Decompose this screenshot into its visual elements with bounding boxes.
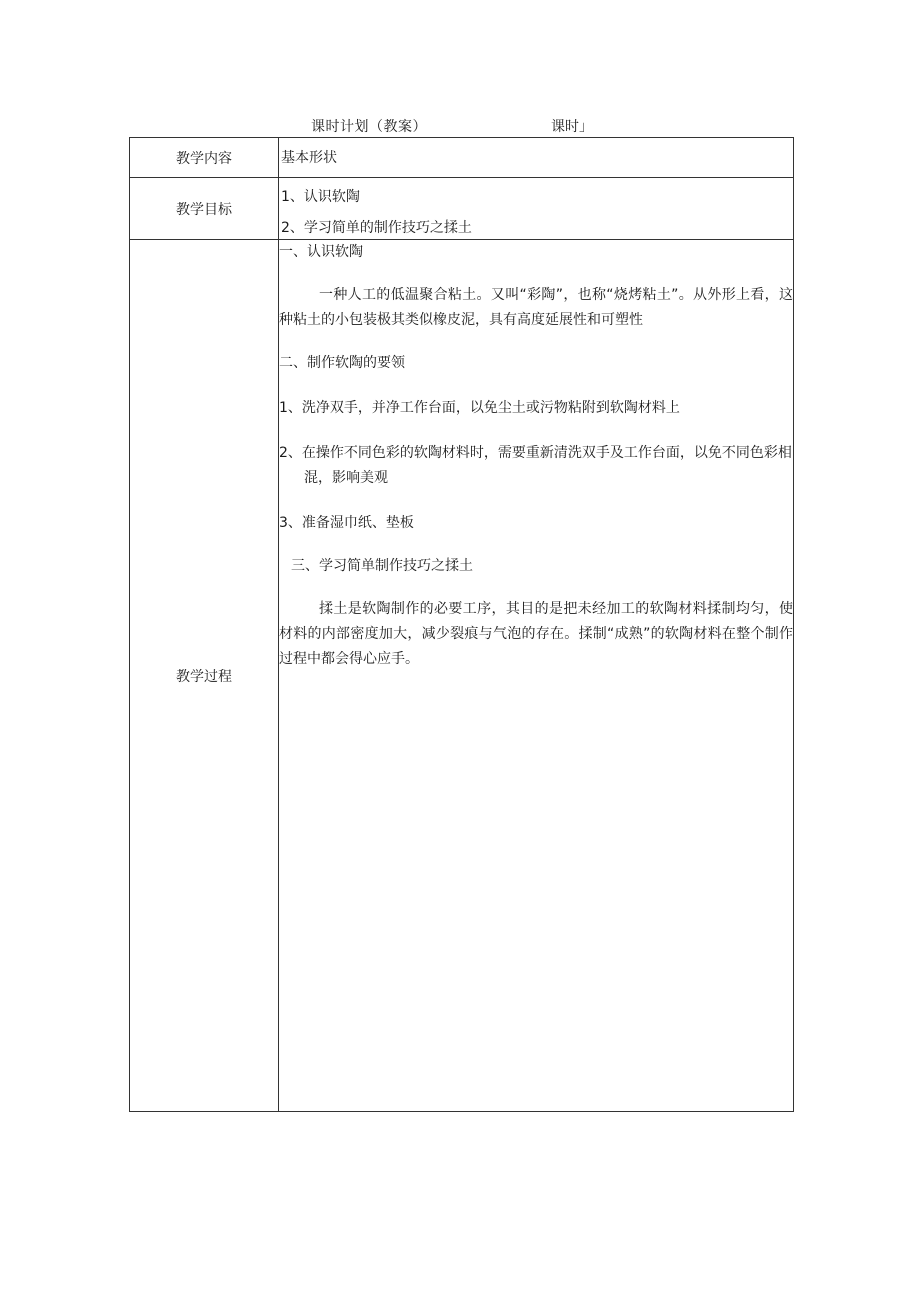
section1-heading: 一、认识软陶	[279, 244, 363, 260]
label-teaching-process: 教学过程	[130, 240, 279, 1112]
row-teaching-process	[130, 240, 794, 1112]
step-item: 2、在操作不同色彩的软陶材料时，需要重新清洗双手及工作台面，以免不同色彩相混，影响美观	[279, 445, 792, 486]
value-teaching-content: 基本形状	[279, 138, 794, 178]
section3-paragraph: 揉土是软陶制作的必要工序，其目的是把未经加工的软陶材料揉制均匀，使材料的内部密度加大，减少裂痕与气泡的存在。揉制“成熟”的软陶材料在整个制作过程中都会得心应手。	[279, 601, 793, 667]
objective-item: 2、学习简单的制作技巧之揉土	[281, 220, 472, 236]
lesson-plan-table	[129, 137, 794, 1112]
page-header	[0, 118, 920, 136]
label-teaching-objective: 教学目标	[130, 178, 279, 240]
row-teaching-objective	[130, 178, 794, 240]
row-teaching-content	[130, 138, 794, 178]
period-label: 课时」	[551, 119, 593, 135]
objective-item: 1、认识软陶	[281, 189, 360, 205]
section1-paragraph: 一种人工的低温聚合粘土。又叫“彩陶”，也称“烧烤粘土”。从外形上看，这种粘土的小包装极其类似橡皮泥，具有高度延展性和可塑性	[279, 287, 793, 328]
label-teaching-content: 教学内容	[130, 138, 279, 178]
step-item: 1、洗净双手，并净工作台面，以免尘土或污物粘附到软陶材料上	[279, 400, 680, 416]
document-title: 课时计划（教案）	[311, 119, 427, 135]
section3-heading: 三、学习简单制作技巧之揉土	[291, 558, 473, 574]
section2-heading: 二、制作软陶的要领	[279, 355, 405, 371]
value-teaching-process	[279, 240, 794, 1112]
value-teaching-objective	[279, 178, 794, 240]
step-item: 3、准备湿巾纸、垫板	[279, 515, 414, 531]
